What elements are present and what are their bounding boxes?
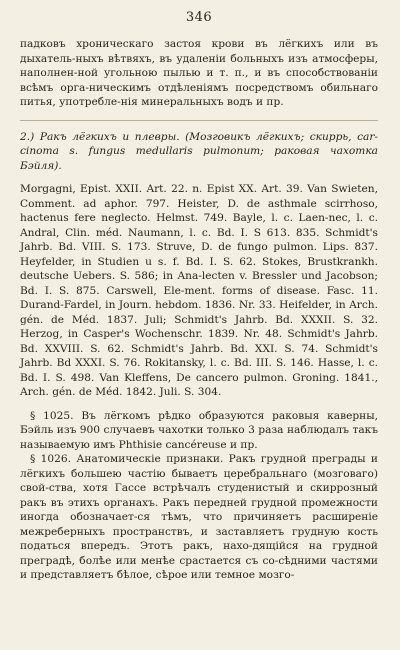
section-divider [20, 120, 378, 121]
page-number: 346 [185, 10, 213, 25]
paragraph-1026: § 1026. Анатомическіе признаки. Ракъ грудной преграды и лёгкихъ большею частію бываетъ церебральнаго (мозговаго) свой-ства, хотя Гассе встрѣчалъ студенистый и скиррозный ракъ въ этихъ органахъ. Ракъ передней грудной промежности иногда обозначает-ся тѣмъ, что причиняетъ расширеніе межреберныхъ пространствъ, и заставляетъ грудную кость податься впередъ. Этотъ ракъ, нахо-дящійся на грудной преградѣ, болѣе или менѣе срастается съ со-сѣдними частями и представляетъ бѣлое, сѣрое или темное мозго- [20, 453, 378, 581]
paragraph-treatment: падковъ хроническаго застоя крови въ лёгкихъ или въ дыхатель-ныхъ вѣтвяхъ, въ удаленіи больныхъ изъ атмосферы, наполнен-ной угольною пылью и т. п., и въ способствованіи всѣмъ орга-ническимъ отдѣленіямъ посредствомъ обильнаго питья, употребле-нія минеральныхъ водъ и пр. [20, 38, 378, 108]
references-paragraph: Morgagni, Epist. XXII. Art. 22. n. Epist XX. Art. 39. Van Swieten, Comment. ad aphor. 797. Heister, D. de asthmale scirrhoso, hactenus fere neglecto. Helmst. 749. Bayle, l. c. Laen-nec, l. c. Andral, Clin. méd. Naumann, l. c. Bd. I. S 613. 835. Schmidt's Jahrb. Bd. VIII. S. 173. Struve, D. de fungo pulmon. Lips. 837. Heyfelder, in Studien u s. f. Bd. I. S. 62. Stokes, Brustkrankh. deutsche Uebers. S. 586; in Ana-lecten v. Bressler und Jacobson; Bd. I. S. 875. Carswell, Ele-ment. forms of disease. Fasc. 11. Durand-Fardel, in Journ. hebdom. 1836. Nr. 33. Heifelder, in Arch. gén. de Méd. 1837. Juli; Schmidt's Jahrb. Bd. XXXII. S. 32. Herzog, in Casper's Wochenschr. 1839. Nr. 48. Schmidt's Jahrb. Bd. XXVIII. S. 62. Schmidt's Jahrb. Bd. XXI. S. 74. Schmidt's Jahrb. Bd XXXI. S. 76. Rokitansky, l. c. Bd. III. S. 146. Hasse, l. c. Bd. I. S. 498. Van Kleffens, De cancero pulmon. Groning. 1841., Arch. gén. de Méd. 1842. Juli. S. 304. [20, 183, 378, 398]
section-heading: 2.) Ракъ лёгкихъ и плевры. (Мозговикъ лёгкихъ; скиррь, car-cinoma s. fungus medullaris pulmonum; раковая чахотка Бэйля). [20, 130, 378, 172]
paragraph-1025: § 1025. Въ лёгкомъ рѣдко образуются раковыя каверны, Бэйль изъ 900 случаевъ чахотки только 3 раза наблюдалъ такъ называемую имъ Phthisie cancéreuse и пр. [20, 409, 378, 451]
